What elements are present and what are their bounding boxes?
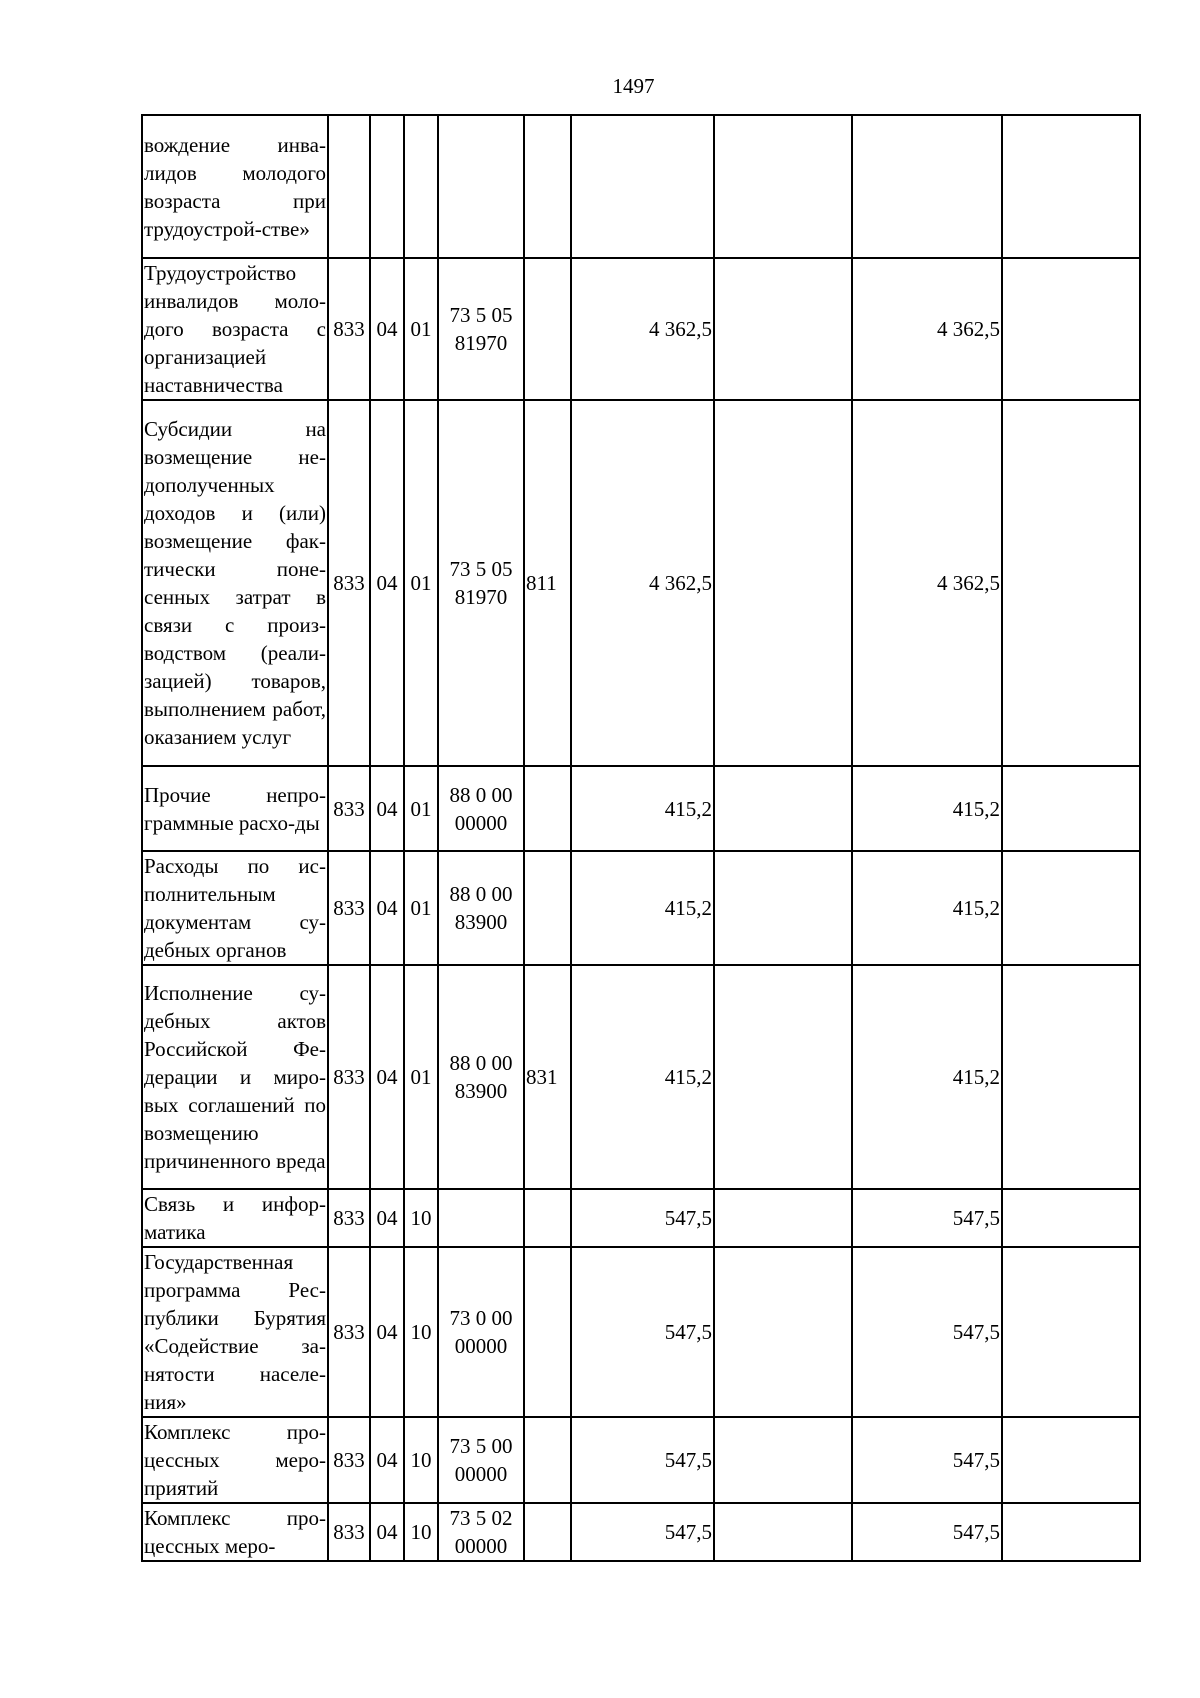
table-row [142,115,1140,258]
row-description: Трудоустройство инвалидов моло-дого возраста с организацией наставничества [142,258,328,400]
row-description: Субсидии на возмещение не-дополученных доходов и (или) возмещение фак-тически поне-сенных затрат в связи с произ-водством (реали-зацией) товаров, выполнением работ, оказанием услуг [142,400,328,766]
cell-ved: 833 [328,1503,370,1561]
cell-csr: 88 0 00 83900 [438,851,524,965]
table-row [142,1417,1140,1503]
cell-sum-1: 547,5 [571,1503,714,1561]
cell-vr [524,258,571,400]
cell-csr: 73 5 02 00000 [438,1503,524,1561]
table-row [142,851,1140,965]
table-row [142,1247,1140,1417]
cell-rz: 04 [370,1189,404,1247]
cell-vr: 811 [524,400,571,766]
row-description: Связь и инфор-матика [142,1189,328,1247]
budget-table [141,114,1141,1562]
cell-sum-4 [1002,1503,1140,1561]
cell-sum-1: 547,5 [571,1189,714,1247]
cell-csr: 73 5 00 00000 [438,1417,524,1503]
cell-rz: 04 [370,1503,404,1561]
cell-csr: 73 0 00 00000 [438,1247,524,1417]
cell-pr: 01 [404,965,438,1189]
cell-csr: 88 0 00 83900 [438,965,524,1189]
cell-sum-3: 4 362,5 [852,258,1002,400]
cell-pr: 10 [404,1417,438,1503]
table-body [142,115,1140,1561]
cell-sum-4 [1002,766,1140,851]
cell-sum-1: 415,2 [571,851,714,965]
cell-sum-3: 547,5 [852,1417,1002,1503]
cell-sum-3: 547,5 [852,1503,1002,1561]
cell-sum-1: 415,2 [571,766,714,851]
cell-pr [404,115,438,258]
row-description: Прочие непро-граммные расхо-ды [142,766,328,851]
cell-sum-3: 415,2 [852,965,1002,1189]
cell-pr: 10 [404,1247,438,1417]
cell-sum-4 [1002,851,1140,965]
cell-sum-1: 547,5 [571,1417,714,1503]
cell-csr [438,115,524,258]
cell-sum-2 [714,965,852,1189]
cell-sum-1: 4 362,5 [571,400,714,766]
cell-sum-3: 4 362,5 [852,400,1002,766]
row-description: вождение инва-лидов молодого возраста при трудоустрой-стве» [142,115,328,258]
cell-pr: 01 [404,400,438,766]
cell-sum-3: 547,5 [852,1247,1002,1417]
row-description: Комплекс про-цессных меро- [142,1503,328,1561]
cell-sum-2 [714,258,852,400]
cell-sum-3 [852,115,1002,258]
cell-sum-4 [1002,400,1140,766]
cell-sum-2 [714,400,852,766]
cell-sum-2 [714,766,852,851]
cell-sum-2 [714,851,852,965]
cell-pr: 01 [404,258,438,400]
cell-sum-1 [571,115,714,258]
table-row [142,1503,1140,1561]
cell-rz: 04 [370,1417,404,1503]
cell-rz: 04 [370,851,404,965]
row-description: Расходы по ис-полнительным документам су-дебных органов [142,851,328,965]
cell-vr [524,115,571,258]
table-row [142,766,1140,851]
cell-csr: 73 5 05 81970 [438,258,524,400]
cell-vr [524,1189,571,1247]
cell-sum-1: 415,2 [571,965,714,1189]
cell-sum-3: 415,2 [852,851,1002,965]
table-row [142,258,1140,400]
cell-sum-2 [714,1189,852,1247]
cell-sum-4 [1002,1417,1140,1503]
cell-vr [524,766,571,851]
row-description: Исполнение су-дебных актов Российской Фе-дерации и миро-вых соглашений по возмещению причиненного вреда [142,965,328,1189]
cell-rz: 04 [370,766,404,851]
cell-rz: 04 [370,400,404,766]
cell-vr [524,1503,571,1561]
row-description: Комплекс про-цессных меро-приятий [142,1417,328,1503]
cell-ved: 833 [328,851,370,965]
cell-sum-3: 415,2 [852,766,1002,851]
cell-vr [524,1417,571,1503]
cell-sum-2 [714,1503,852,1561]
cell-ved: 833 [328,1189,370,1247]
cell-csr [438,1189,524,1247]
cell-pr: 01 [404,766,438,851]
cell-sum-1: 547,5 [571,1247,714,1417]
cell-sum-4 [1002,1189,1140,1247]
cell-vr [524,851,571,965]
cell-ved: 833 [328,965,370,1189]
cell-sum-4 [1002,1247,1140,1417]
table-row [142,1189,1140,1247]
table-row [142,965,1140,1189]
cell-ved [328,115,370,258]
cell-sum-1: 4 362,5 [571,258,714,400]
cell-rz: 04 [370,965,404,1189]
cell-csr: 73 5 05 81970 [438,400,524,766]
cell-pr: 01 [404,851,438,965]
cell-vr [524,1247,571,1417]
cell-rz [370,115,404,258]
cell-ved: 833 [328,258,370,400]
cell-pr: 10 [404,1503,438,1561]
cell-rz: 04 [370,1247,404,1417]
cell-sum-2 [714,1247,852,1417]
row-description: Государственная программа Рес-публики Бурятия «Содействие за-нятости населе-ния» [142,1247,328,1417]
cell-ved: 833 [328,1417,370,1503]
cell-pr: 10 [404,1189,438,1247]
cell-ved: 833 [328,400,370,766]
cell-sum-3: 547,5 [852,1189,1002,1247]
cell-sum-4 [1002,258,1140,400]
cell-csr: 88 0 00 00000 [438,766,524,851]
page-number: 1497 [612,74,655,98]
cell-sum-4 [1002,115,1140,258]
cell-ved: 833 [328,1247,370,1417]
table-row [142,400,1140,766]
cell-ved: 833 [328,766,370,851]
cell-sum-4 [1002,965,1140,1189]
cell-vr: 831 [524,965,571,1189]
cell-sum-2 [714,115,852,258]
cell-rz: 04 [370,258,404,400]
cell-sum-2 [714,1417,852,1503]
